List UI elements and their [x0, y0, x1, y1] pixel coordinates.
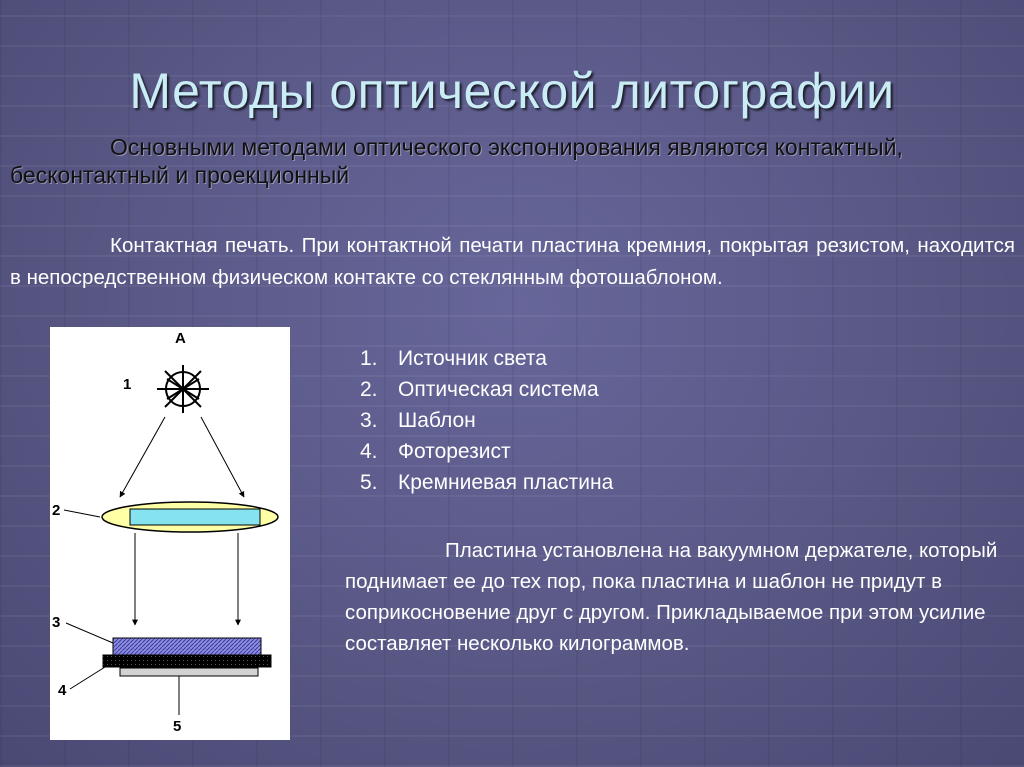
list-item: 1. Источник света	[360, 347, 547, 370]
silicon-wafer	[120, 668, 258, 676]
contact-lithography-diagram	[50, 327, 290, 740]
diagram-label-a: А	[175, 330, 186, 347]
label-4-pointer	[70, 667, 105, 689]
list-item: 4. Фоторезист	[360, 440, 511, 463]
label-2-pointer	[64, 510, 100, 517]
photomask	[113, 638, 261, 655]
light-source-icon	[157, 365, 209, 413]
diagram-label-4: 4	[58, 682, 67, 699]
list-item: 5. Кремниевая пластина	[360, 471, 614, 494]
contact-printing-paragraph: Контактная печать. При контактной печати пластина кремния, покрытая резистом, находится в непосредственном физическом контакте со стеклянным фотошаблоном.	[10, 234, 1015, 289]
slide-subtitle: Основными методами оптического экспонирования являются контактный, бесконтактный и проекционный	[10, 134, 903, 188]
slide-title: Методы оптической литографии	[129, 63, 895, 119]
list-item: 3. Шаблон	[360, 409, 476, 432]
diagram-label-2: 2	[52, 502, 61, 519]
diagram-label-3: 3	[52, 614, 61, 631]
diagram-label-1: 1	[123, 376, 132, 393]
photoresist-layer	[103, 655, 271, 667]
light-ray-right	[201, 417, 244, 497]
optical-lens-core	[130, 509, 260, 525]
vacuum-holder-paragraph: Пластина установлена на вакуумном держателе, который поднимает ее до тех пор, пока пластина и шаблон не придут в соприкосновение друг с другом. Прикладываемое при этом усилие составляет несколько килограммов.	[345, 539, 998, 655]
component-list	[360, 343, 613, 498]
diagram-label-5: 5	[173, 718, 182, 735]
list-item: 2. Оптическая система	[360, 378, 599, 401]
label-3-pointer	[66, 623, 113, 643]
light-ray-left	[120, 417, 165, 497]
